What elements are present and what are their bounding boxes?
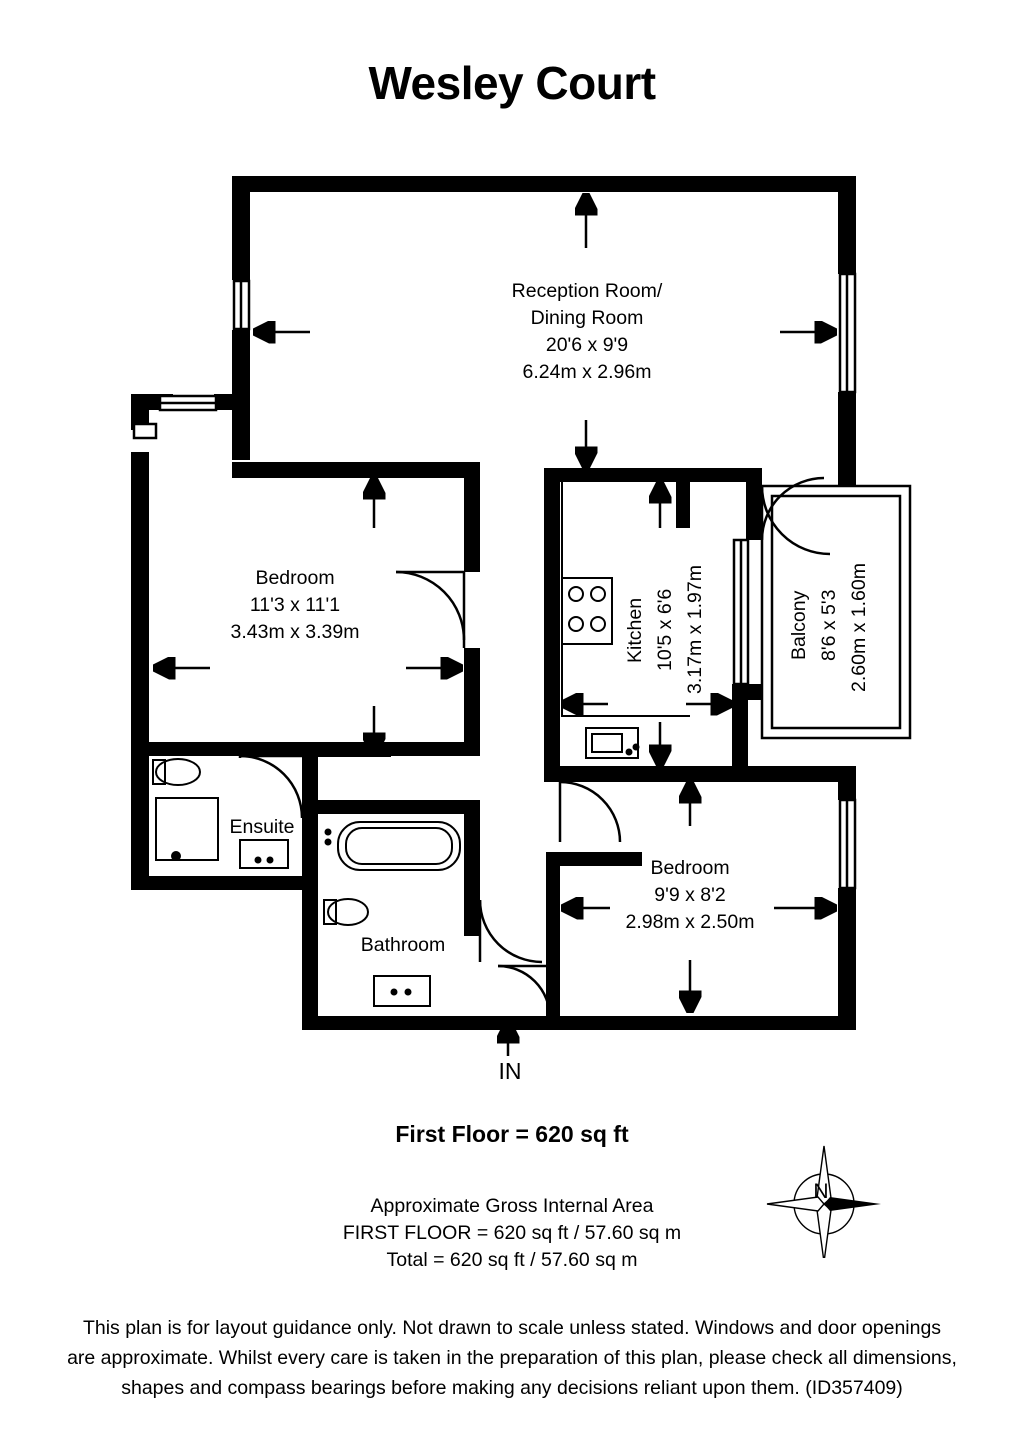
- compass-rose-icon: [765, 1140, 883, 1258]
- entrance-label: IN: [498, 1058, 522, 1084]
- kitchen-dimensions-metric-wrap: [682, 545, 709, 715]
- room-label-bedroom-main: [165, 565, 425, 646]
- balcony-dimensions-imperial: 8'6 x 5'3: [818, 589, 840, 661]
- room-label-reception-dining: [392, 278, 782, 386]
- disclaimer-line2: are approximate. Whilst every care is taken in the preparation of this plan, please check all dimensions,: [67, 1347, 957, 1369]
- reception-dimensions-metric: 6.24m x 2.96m: [522, 361, 652, 383]
- reception-label-line1: Reception Room/: [511, 280, 663, 302]
- bedroom-second-label: Bedroom: [650, 857, 730, 879]
- balcony-dimensions-metric-wrap: [846, 545, 873, 710]
- room-label-bathroom: [296, 932, 510, 959]
- disclaimer-line1: This plan is for layout guidance only. Not drawn to scale unless stated. Windows and door openings: [82, 1317, 942, 1339]
- room-label-ensuite: [196, 814, 328, 841]
- bedroom-second-dimensions-imperial: 9'9 x 8'2: [654, 884, 726, 906]
- room-label-kitchen: [622, 560, 649, 700]
- balcony-dimensions-imperial-wrap: [816, 560, 843, 690]
- disclaimer-line3: shapes and compass bearings before making any decisions reliant upon them. (ID357409): [121, 1377, 903, 1399]
- room-label-bedroom-second: [570, 855, 810, 936]
- area-summary-line2: FIRST FLOOR = 620 sq ft / 57.60 sq m: [342, 1222, 682, 1244]
- floor-total: First Floor = 620 sq ft: [395, 1121, 629, 1147]
- bedroom-main-dimensions-metric: 3.43m x 3.39m: [230, 621, 360, 643]
- reception-label-line2: Dining Room: [530, 307, 644, 329]
- balcony-dimensions-metric: 2.60m x 1.60m: [848, 563, 870, 692]
- kitchen-dimensions-imperial-wrap: [652, 560, 679, 700]
- bedroom-main-label: Bedroom: [255, 567, 335, 589]
- area-summary-line3: Total = 620 sq ft / 57.60 sq m: [386, 1249, 638, 1271]
- kitchen-dimensions-metric: 3.17m x 1.97m: [684, 565, 706, 695]
- page-title: Wesley Court: [368, 57, 656, 109]
- reception-dimensions-imperial: 20'6 x 9'9: [545, 334, 629, 356]
- ensuite-label: Ensuite: [229, 816, 295, 838]
- kitchen-dimensions-imperial: 10'5 x 6'6: [654, 588, 676, 672]
- balcony-label: Balcony: [788, 590, 810, 660]
- room-label-balcony: [786, 560, 813, 690]
- disclaimer: [30, 1313, 994, 1403]
- kitchen-label: Kitchen: [624, 597, 646, 663]
- bedroom-main-dimensions-imperial: 11'3 x 11'1: [249, 594, 341, 616]
- compass-north-label: N: [813, 1180, 829, 1203]
- bathroom-label: Bathroom: [360, 934, 446, 956]
- bedroom-second-dimensions-metric: 2.98m x 2.50m: [625, 911, 755, 933]
- area-summary-line1: Approximate Gross Internal Area: [370, 1195, 654, 1217]
